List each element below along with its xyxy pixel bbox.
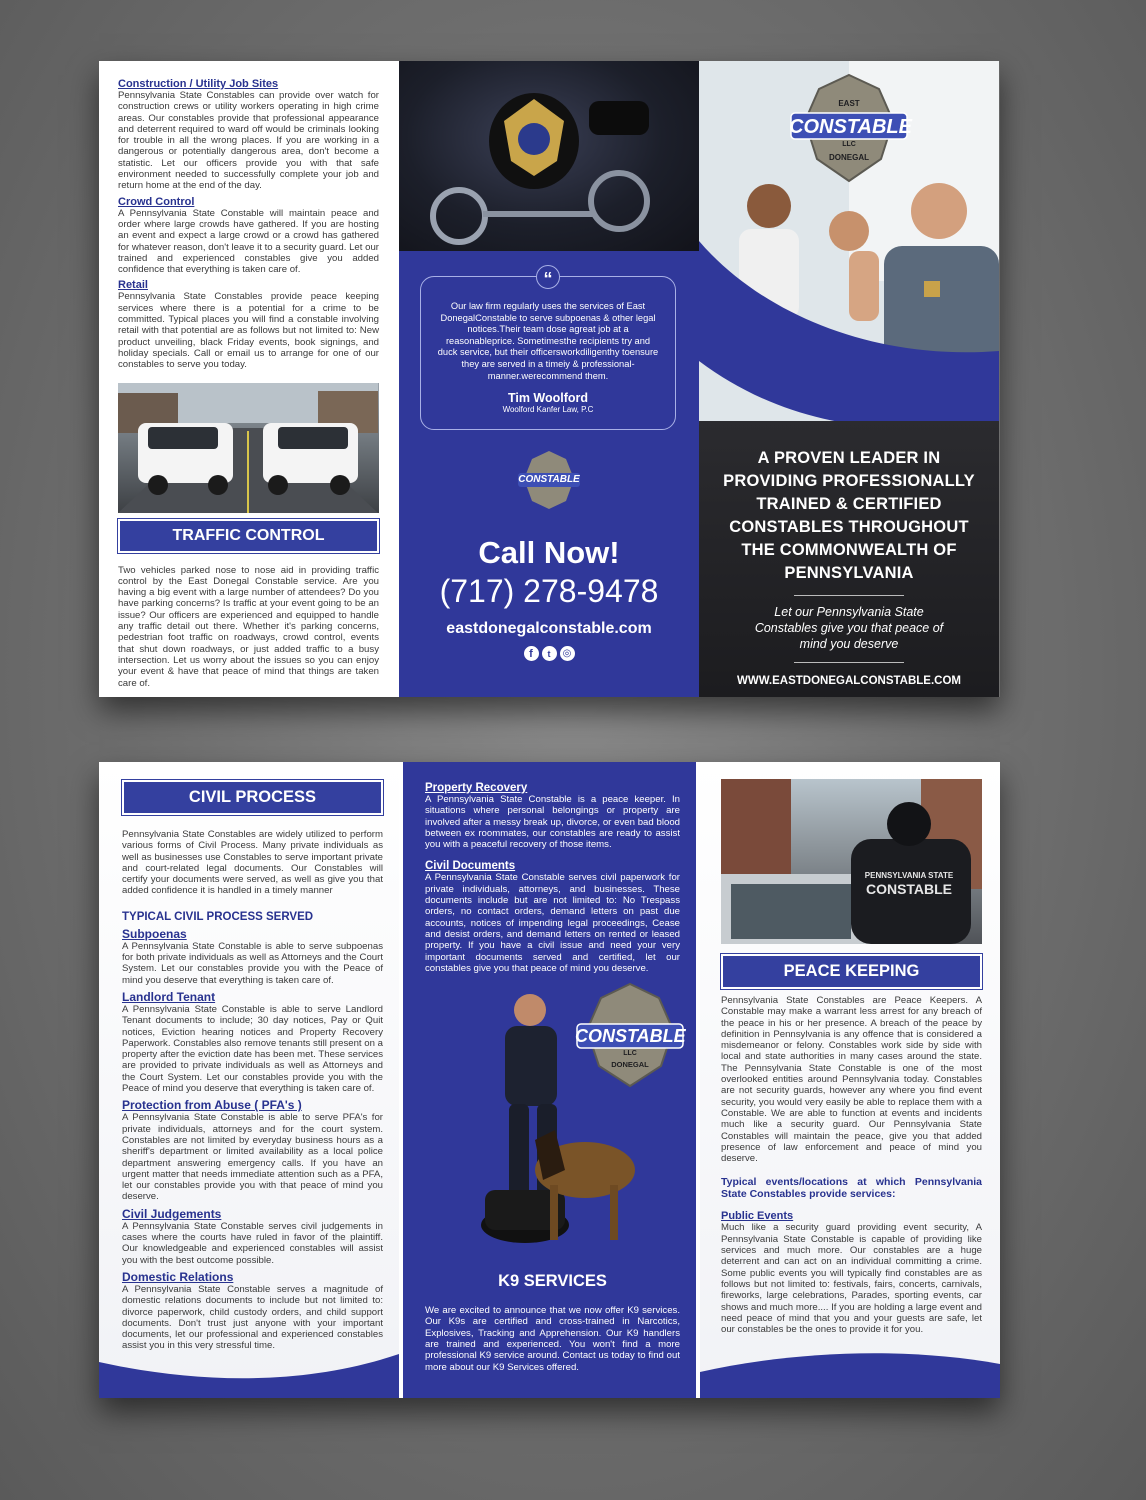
k9-body: We are excited to announce that we now offer K9 services. Our K9s are certified and cross-trained in Narcotics, Explosives, Tracking and Apprehension. Our K9 handlers are trained and experienced. You won't find a more professional K9 service around. Contact us today to find out more about our K9 Services offered. (425, 1305, 680, 1373)
k9-photo (425, 980, 686, 1270)
section-body-pfa: A Pennsylvania State Constable is able to serve PFA's for private individuals, attorneys and for the court system. Constables are not limited by everyday business hours as a sheriff's department or limited availability as a local police department answering emergency calls. If you have an urgent matter that needs immediate attention such as a PFA, let our constables provide you with that peace of mind you deserve. (122, 1112, 383, 1203)
front-left-panel (99, 61, 399, 697)
back-logo-bottom: DONEGAL (611, 1060, 649, 1070)
public-events-title: Public Events (721, 1210, 794, 1223)
section-title-judgements: Civil Judgements (122, 1206, 222, 1221)
section-title-landlord: Landlord Tenant (122, 989, 216, 1004)
section-title-retail: Retail (118, 279, 148, 292)
front-middle-panel (399, 61, 699, 697)
testimonial-box (420, 269, 676, 430)
peace-keeping-body: Pennsylvania State Constables are Peace Keepers. A Constable may make a warrant less arrest for any breach of the peace in his or her presence. A breach of the peace by definition in Pennsylvania is any offence that is considered a misdemeanor or felony. Constables work side by side with local and state authorities in many cases around the state. The Pennsylvania State Constable is one of the most overlooked entities around Pennsylvania today. Constables are not security guards, however any where you find event security, you would very easily be able to replace them with a Constable. We are able to function at events and incidents much like a security guard. Our Pennsylvania State Constables will maintain the peace, give you that added presence of law enforcement and peace of mind you deserve. (721, 995, 982, 1165)
bottom-wave (700, 1342, 1000, 1398)
vest-line-2: CONSTABLE (865, 881, 953, 897)
instagram-icon[interactable]: ◎ (560, 646, 575, 661)
section-body-subpoenas: A Pennsylvania State Constable is able to serve subpoenas for both private individuals as well as Attorneys and the Court System. Let our constables provide you with the Peace of mind you deserve that everything is taken care of. (122, 940, 383, 986)
tagline: Let our Pennsylvania State Constables give you that peace of mind you deserve (754, 605, 944, 651)
civil-process-banner: CIVIL PROCESS (122, 780, 383, 815)
headline: A PROVEN LEADER IN PROVIDING PROFESSIONALLY TRAINED & CERTIFIED CONSTABLES THROUGHOUT THE COMMONWEALTH OF PENNSYLVANIA (723, 449, 975, 582)
traffic-photo (118, 383, 379, 513)
phone-number[interactable]: (717) 278-9478 (439, 573, 659, 609)
back-logo (575, 980, 685, 1090)
badge-icon (514, 449, 584, 511)
badge-handcuffs-photo (399, 61, 699, 251)
front-right-dark-block (699, 421, 999, 697)
quote-icon: “ (536, 265, 560, 289)
facebook-icon[interactable]: f (524, 646, 539, 661)
back-left-panel (99, 762, 399, 1398)
company-logo (789, 71, 912, 186)
testimonial-firm: Woolford Kanfer Law, P.C (502, 405, 594, 415)
bottom-wave (99, 1342, 399, 1398)
section-title-civil-documents: Civil Documents (425, 860, 516, 873)
logo-bottom-text: DONEGAL (829, 153, 869, 162)
section-title-domestic: Domestic Relations (122, 1269, 234, 1284)
divider (794, 662, 904, 663)
section-body-property-recovery: A Pennsylvania State Constable is a peace keeper. In situations where personal belongings or property are involved after a messy break up, divorce, or even bad blood between ex roommates, our constables are ready to assist you with a peaceful recovery of those items. (425, 794, 680, 851)
traffic-control-body: Two vehicles parked nose to nose aid in providing traffic control by the East Donegal Constable service. Are you having a big event with a large number of attendees? Do you have parking concerns? Is traffic at your event going to be an issue? Our officers are experienced and equipped to handle any traffic detail out there. Whether it's parking concerns, pedestrian foot traffic on roadways, crowd control, events that shut down roadways, or just added traffic to a busy intersection. Let us worry about the issues so you can enjoy your event & have that peace of mind that things are taken care of. (118, 564, 379, 689)
typical-civil-subhead: TYPICAL CIVIL PROCESS SERVED (122, 910, 314, 923)
officer-kids-photo (699, 61, 999, 441)
section-title-construction: Construction / Utility Job Sites (118, 78, 279, 90)
k9-title: K9 SERVICES (498, 1272, 607, 1291)
logo-top-text: EAST (838, 99, 860, 108)
badge-label: CONSTABLE (518, 474, 580, 485)
social-icons (399, 646, 699, 661)
back-logo-main: CONSTABLE (575, 1026, 686, 1047)
front-right-panel (699, 61, 999, 697)
vest-line-1: PENNSYLVANIA STATE (864, 871, 954, 880)
section-body-construction: Pennsylvania State Constables can provide over watch for construction crews or utility workers operating in high crime areas. Our constables provide that professional appearance and deterrent required to ward off would be criminals looking for trouble in all the wrong places. If you are working in a dangerous or potentially dangerous area, don't become a statistic. Let our officers provide you with that safe environment needed to successfully complete your job and return home at the end of the day. (118, 90, 379, 192)
website-link[interactable]: eastdonegalconstable.com (446, 620, 652, 637)
section-title-subpoenas: Subpoenas (122, 926, 187, 941)
back-middle-panel (399, 762, 700, 1398)
website-url[interactable]: WWW.EASTDONEGALCONSTABLE.COM (736, 675, 962, 687)
section-title-crowd-control: Crowd Control (118, 195, 195, 208)
testimonial-quote: Our law firm regularly uses the services of East DonegalConstable to serve subpoenas & other legal notices.Their team dose agreat job at a reasonableprice. Sometimesthe recipients try and duck service, but their officersworkdiligenthy toensure they are served in a timeiy & professional-manner.werecommend them. (437, 301, 659, 381)
twitter-icon[interactable]: t (542, 646, 557, 661)
civil-process-intro: Pennsylvania State Constables are widely utilized to perform various forms of Civil Process. Many private individuals as well as businesses use Constables to serve important private and court-related legal documents. Our Constables will certify your documents were served, as well as give you that added confidence it is handled in a timely manner (122, 829, 383, 897)
section-title-pfa: Protection from Abuse ( PFA's ) (122, 1098, 302, 1113)
section-body-domestic: A Pennsylvania State Constable serves a magnitude of domestic relations documents to include but not limited to: divorce paperwork, child custody orders, and child support documents. Don't trust just anyone with your important documents, let our professional and experienced constables assist you in this very stressful time. (122, 1283, 383, 1352)
constable-vest-photo (721, 779, 982, 944)
section-title-property-recovery: Property Recovery (425, 782, 528, 794)
section-body-crowd-control: A Pennsylvania State Constable will maintain peace and order where large crowds have gathered. If you are hosting an event and expect a large crowd or a crowd has gathered for whatever reason, don't leave it to a security guard. Let our trained and experienced constables give you added confidence that everything is taken care of. (118, 207, 379, 276)
badge-photo-art (399, 61, 699, 251)
testimonial-author: Tim Woolford (507, 391, 589, 406)
logo-llc-text: LLC (842, 141, 856, 148)
section-body-civil-documents: A Pennsylvania State Constable serves civil paperwork for private individuals, attorneys, and businesses. These documents include but are not limited to: No Trespass orders, no contact orders, demand letters on past due accounts, notices of impending legal proceedings, Cease and desist orders, and demand letters on rented or leased property. If you have a civil issue and need your very important documents served and certified, let our constables give you that peace of mind you deserve. (425, 872, 680, 974)
call-block (399, 535, 699, 661)
logo-main-text: CONSTABLE (789, 116, 912, 138)
peace-keeping-banner: PEACE KEEPING (721, 954, 982, 989)
brochure-back (99, 762, 1000, 1398)
traffic-control-banner: TRAFFIC CONTROL (118, 519, 379, 553)
public-events-body: Much like a security guard providing event security, A Pennsylvania State Constable is capable of providing like services and much more. Our constables are a huge deterrent and can act on an individual committing a crime. Some public events you will typically find constables are as follows but not limited to: festivals, fairs, concerts, carnivals, fireworks, large celebrations, Parades, sporting events, car shows and much more.... If you are holding a large event and need peace of mind that you and your guests are safe, let our constables be the ones to provide it for you. (721, 1222, 982, 1336)
section-body-retail: Pennsylvania State Constables provide peace keeping services where there is a potential for a crime to be committed. Typical places you will find a constable involving retail with that potential are as follows but not limited to: New product unveiling, black Friday events, book signings, and holiday specials. Call or email us to arrange for one of our constables to serve you today. (118, 291, 379, 371)
section-body-landlord: A Pennsylvania State Constable is able to serve Landlord Tenant documents to include; 30 day notices, Pay or Quit notices, Eviction hearing notices and Property Recovery Paperwork. Constables also remove tenants still present on a property after the eviction date has been met. These services are provided to private individuals as well as Attorneys and the Court System. Let our constables provide you with the Peace of mind you deserve that everything is taken care of. (122, 1003, 383, 1095)
vest-photo-art (721, 779, 982, 944)
events-subhead: Typical events/locations at which Pennsylvania State Constables provide services: (721, 1176, 982, 1201)
back-logo-llc: LLC (623, 1050, 637, 1058)
back-right-panel (700, 762, 1000, 1398)
traffic-photo-art (118, 383, 378, 513)
call-now-heading: Call Now! (478, 535, 620, 570)
brochure-front (99, 61, 1000, 697)
section-body-judgements: A Pennsylvania State Constable serves civil judgements in cases where the courts have ruled in favor of the plaintiff. Our knowledgeable and experienced constables will assist you with the best outcome possible. (122, 1220, 383, 1266)
